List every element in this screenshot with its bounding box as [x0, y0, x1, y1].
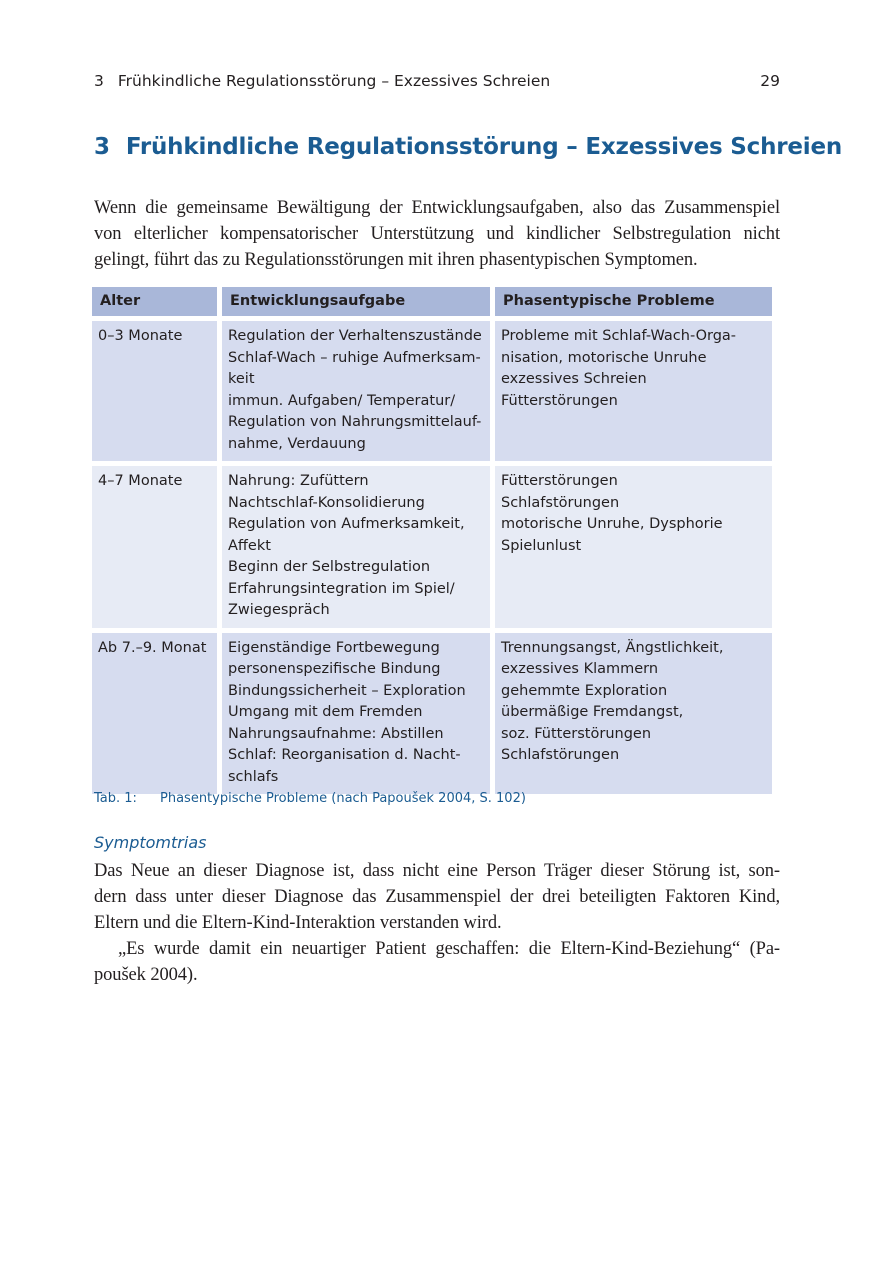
cell-line: keit: [228, 371, 255, 387]
table-cell-tasks: [222, 321, 490, 461]
intro-line: Wenn die gemeinsame Bewältigung der Entwicklungsaufgaben, also das Zusammenspiel: [94, 198, 780, 218]
intro-paragraph: [94, 195, 780, 273]
body-line: Das Neue an dieser Diagnose ist, dass nicht eine Person Träger dieser Störung ist, son-: [94, 861, 780, 881]
body-paragraph: [94, 858, 780, 988]
phase-problems-table: [87, 282, 777, 799]
cell-line: Erfahrungsintegration im Spiel/: [228, 580, 455, 597]
cell-line: Regulation der Verhaltenszustände: [228, 328, 482, 344]
cell-line: schlafs: [228, 768, 279, 785]
chapter-title: [94, 134, 843, 160]
body-line: dern dass unter dieser Diagnose das Zusammenspiel der drei beteiligten Faktoren Kind,: [94, 887, 780, 907]
cell-line: Eigenständige Fortbewegung: [228, 639, 440, 656]
page-number: 29: [760, 72, 780, 90]
caption-text: Phasentypische Probleme (nach Papoušek 2004, S. 102): [160, 791, 526, 806]
table-row: [92, 466, 772, 628]
table-cell-problems: [495, 321, 772, 461]
cell-line: Probleme mit Schlaf-Wach-Orga-: [501, 328, 737, 344]
cell-line: soz. Fütterstörungen: [501, 725, 652, 742]
chapter-title-text: Frühkindliche Regulationsstörung – Exzessives Schreien: [125, 134, 843, 160]
cell-line: Nachtschlaf-Konsolidierung: [228, 494, 425, 511]
running-head-chapter-title: Frühkindliche Regulationsstörung – Exzessives Schreien: [117, 72, 551, 90]
cell-line: übermäßige Fremdangst,: [501, 704, 684, 720]
cell-line: Schlafstörungen: [501, 747, 620, 763]
cell-line: Fütterstörungen: [501, 392, 618, 409]
quote-line: poušek 2004).: [94, 965, 198, 985]
table-cell-tasks: [222, 466, 490, 628]
cell-line: Umgang mit dem Fremden: [228, 704, 423, 720]
cell-line: Schlaf-Wach – ruhige Aufmerksam-: [228, 349, 481, 366]
quote-line: „Es wurde damit ein neuartiger Patient geschaffen: die Eltern-Kind-Beziehung“ (Pa-: [118, 939, 780, 959]
cell-line: motorische Unruhe, Dysphorie: [501, 516, 723, 532]
table-cell-problems: [495, 633, 772, 795]
section-subheading: Symptomtrias: [94, 833, 207, 852]
body-line: Eltern und die Eltern-Kind-Interaktion verstanden wird.: [94, 913, 502, 933]
cell-line: nahme, Verdauung: [228, 435, 366, 452]
cell-line: exzessives Klammern: [501, 661, 659, 677]
table-cell-tasks: [222, 633, 490, 795]
cell-line: Schlaf: Reorganisation d. Nacht-: [228, 747, 461, 763]
chapter-number: 3: [94, 134, 110, 160]
table-cell-problems: [495, 466, 772, 628]
cell-line: 0–3 Monate: [98, 328, 183, 344]
cell-line: Beginn der Selbstregulation: [228, 559, 431, 575]
cell-line: Fütterstörungen: [501, 473, 618, 489]
cell-line: Zwiegespräch: [228, 602, 330, 618]
cell-line: personenspezifische Bindung: [228, 661, 441, 677]
table-header-cell: Alter: [92, 287, 217, 316]
cell-line: immun. Aufgaben/ Temperatur/: [228, 392, 456, 409]
intro-line: gelingt, führt das zu Regulationsstörungen mit ihren phasentypischen Symptomen.: [94, 250, 698, 270]
cell-line: Affekt: [228, 537, 271, 554]
table-cell-age: [92, 321, 217, 461]
caption-label: Tab. 1:: [94, 791, 137, 806]
table-row: [92, 321, 772, 461]
table-row: [92, 633, 772, 795]
cell-line: Regulation von Nahrungsmittelauf-: [228, 414, 482, 430]
cell-line: exzessives Schreien: [501, 371, 647, 387]
table-header-cell: Entwicklungsaufgabe: [222, 287, 490, 316]
table-cell-age: [92, 466, 217, 628]
cell-line: Nahrungsaufnahme: Abstillen: [228, 725, 444, 742]
cell-line: 4–7 Monate: [98, 473, 183, 489]
running-head: [94, 72, 780, 90]
intro-line: von elterlicher kompensatorischer Unterstützung und kindlicher Selbstregulation nicht: [94, 224, 780, 244]
cell-line: Nahrung: Zufüttern: [228, 473, 369, 489]
cell-line: Ab 7.–9. Monat: [98, 639, 207, 656]
table-header-cell: Phasentypische Probleme: [495, 287, 772, 316]
cell-line: Bindungssicherheit – Exploration: [228, 682, 466, 699]
running-head-chapter-number: 3: [94, 72, 104, 90]
cell-line: nisation, motorische Unruhe: [501, 349, 707, 366]
cell-line: Spielunlust: [501, 537, 582, 554]
cell-line: Schlafstörungen: [501, 494, 620, 511]
table-header-row: [92, 287, 772, 316]
running-head-title: [94, 72, 550, 90]
cell-line: Regulation von Aufmerksamkeit,: [228, 516, 465, 532]
table-cell-age: [92, 633, 217, 795]
cell-line: gehemmte Exploration: [501, 682, 668, 699]
table-caption: [94, 791, 526, 806]
cell-line: Trennungsangst, Ängstlichkeit,: [501, 639, 724, 656]
